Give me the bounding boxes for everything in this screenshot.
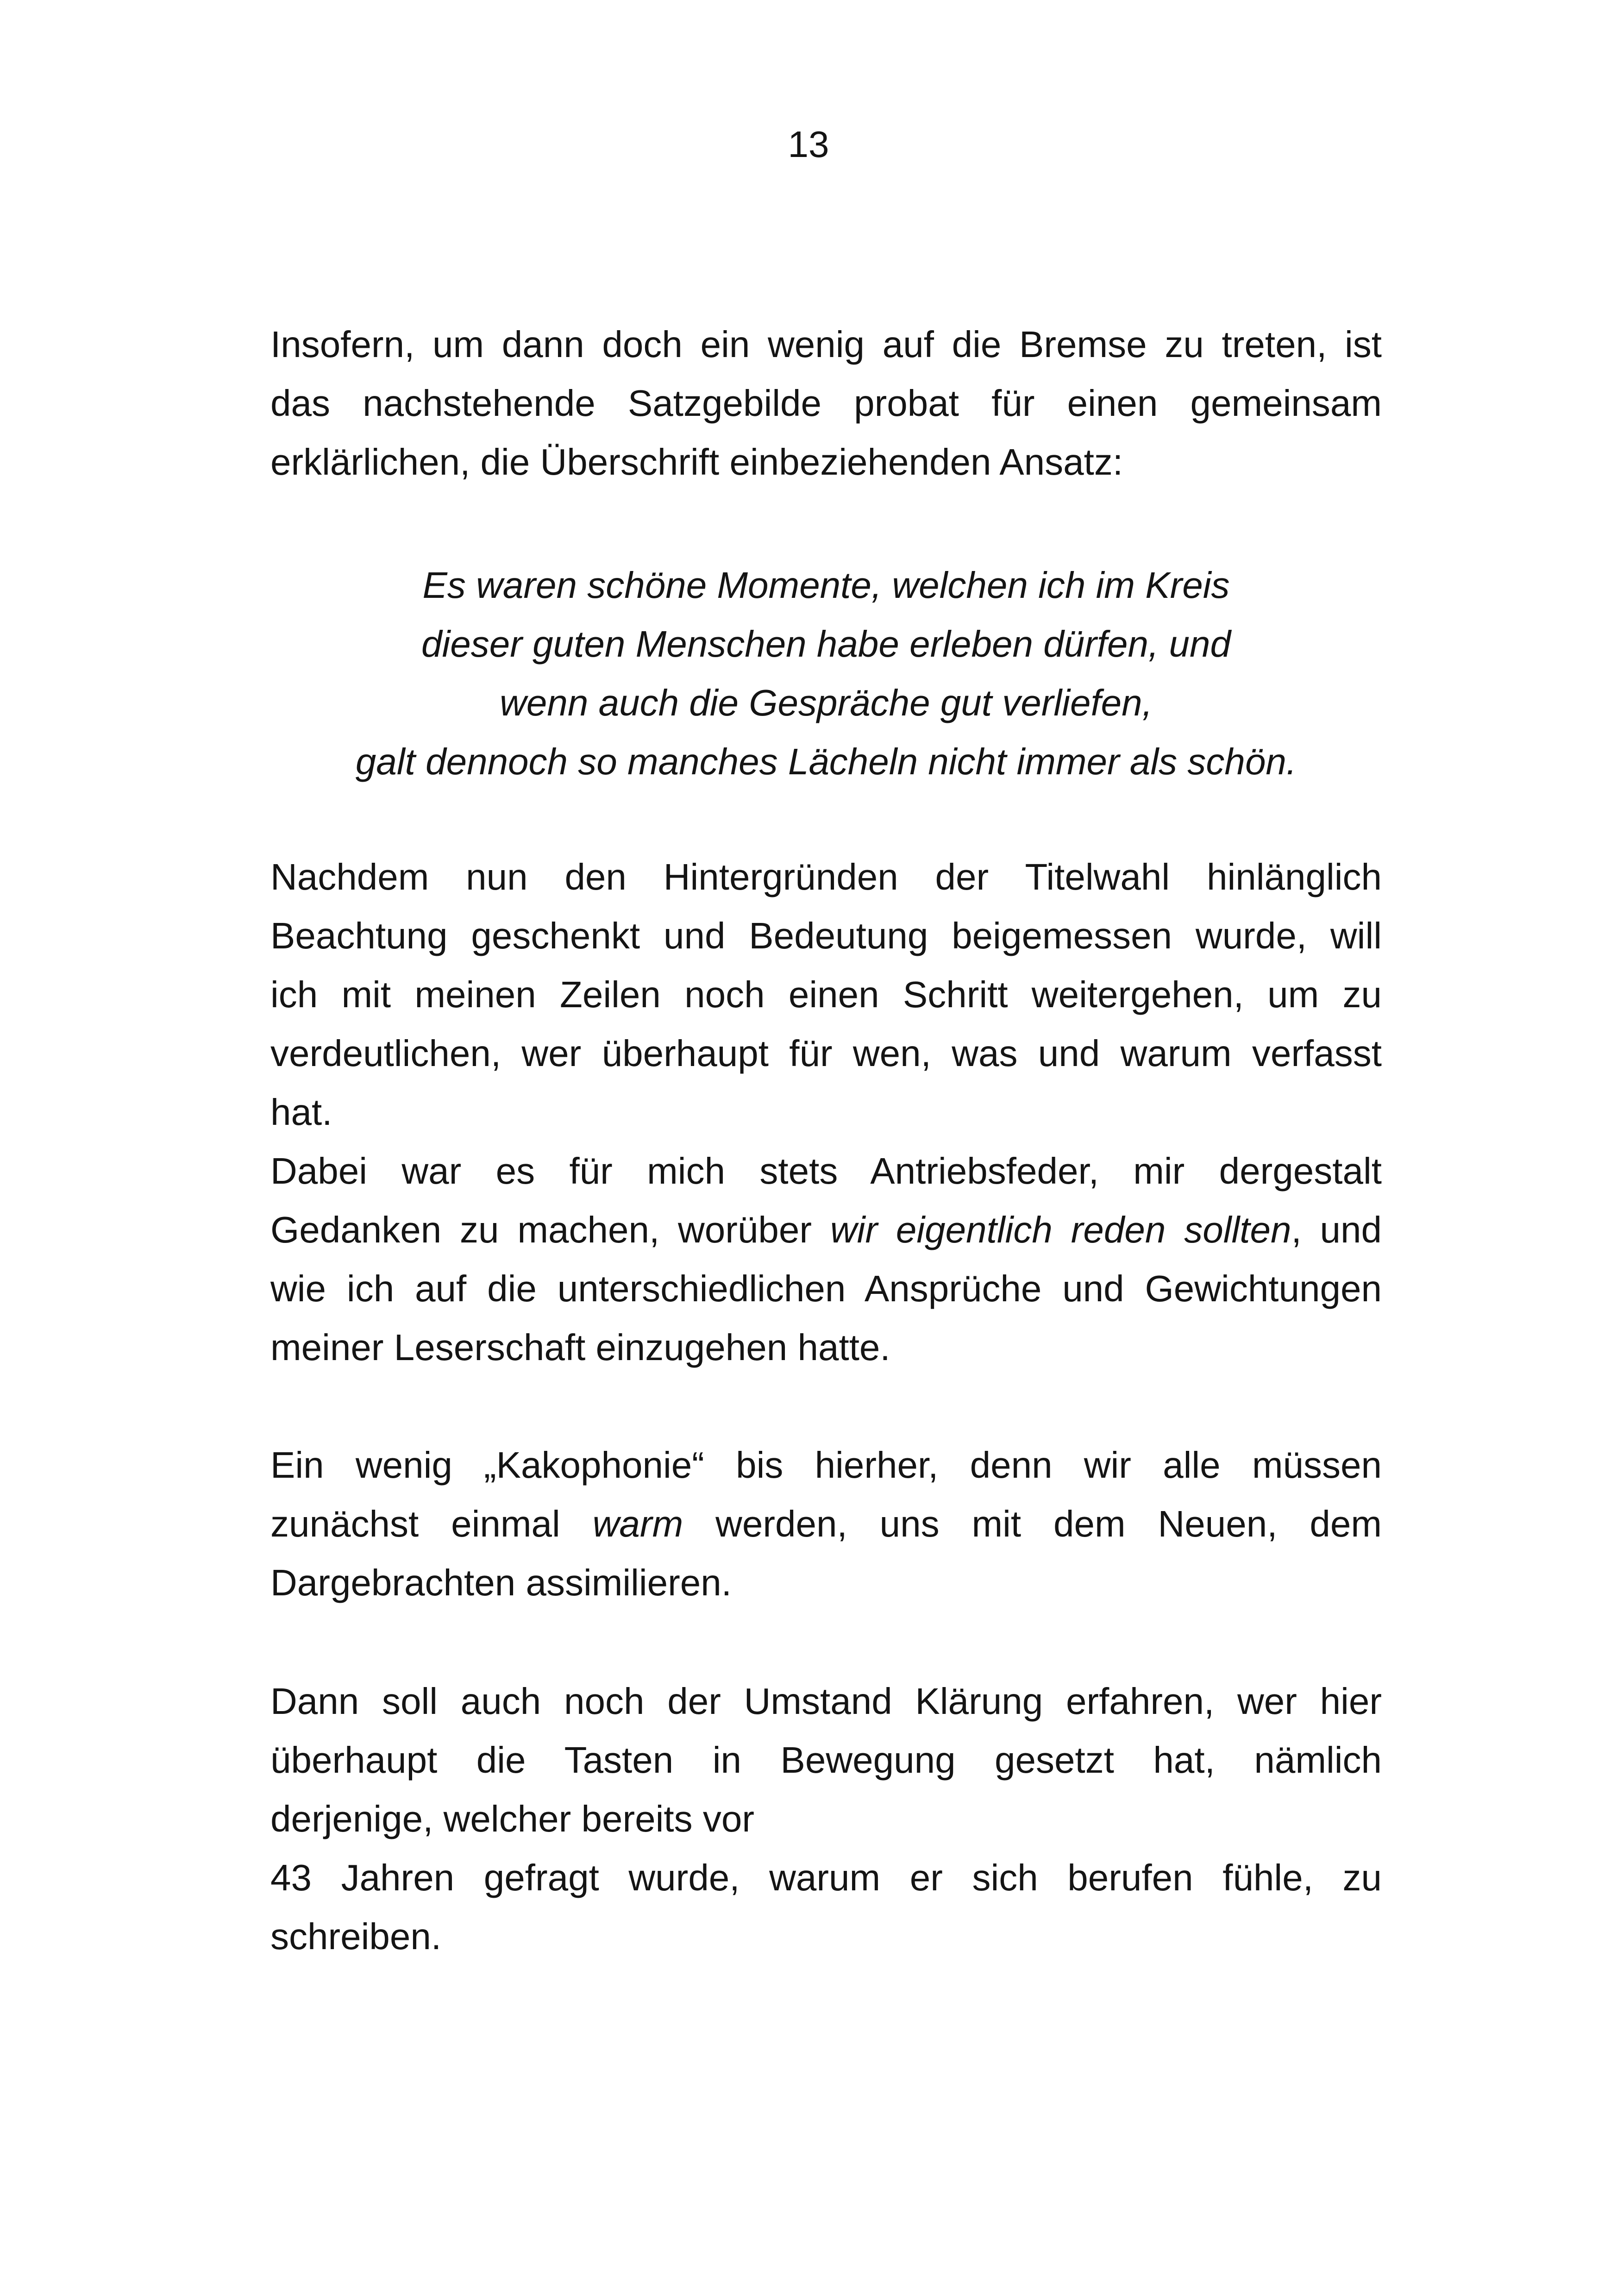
text-line: Dann soll auch noch der Umstand Klärung erfahren, wer hier [270, 1681, 1382, 1722]
text-line: 43 Jahren gefragt wurde, warum er sich berufen fühle, zu [270, 1857, 1382, 1898]
text-line: schreiben. [270, 1916, 442, 1957]
text-line: verdeutlichen, wer überhaupt für wen, was und warum verfasst [270, 1033, 1382, 1074]
text-segment: , und [1291, 1209, 1382, 1250]
text-line: ich mit meinen Zeilen noch einen Schritt weitergehen, um zu [270, 974, 1382, 1015]
text-line: Beachtung geschenkt und Bedeutung beigemessen wurde, will [270, 915, 1382, 956]
text-line: wie ich auf die unterschiedlichen Ansprüche und Gewichtungen [270, 1268, 1382, 1309]
paragraph-author [270, 1672, 1382, 1966]
paragraph-title-choice [270, 847, 1382, 1142]
text-line [270, 1200, 1382, 1259]
text-line: das nachstehende Satzgebilde probat für einen gemeinsam [270, 383, 1382, 424]
verse-line: wenn auch die Gespräche gut verliefen, [500, 682, 1153, 723]
text-segment: werden, uns mit dem Neuen, dem [683, 1503, 1382, 1544]
verse-line: dieser guten Menschen habe erleben dürfen, und [421, 623, 1231, 665]
paragraph-motivation [270, 1142, 1382, 1377]
text-line: Ein wenig „Kakophonie“ bis hierher, denn wir alle müssen [270, 1444, 1382, 1486]
italic-emphasis: wir eigentlich reden sollten [830, 1209, 1291, 1250]
text-line [270, 1494, 1382, 1553]
text-line: hat. [270, 1092, 332, 1133]
text-line: Insofern, um dann doch ein wenig auf die Bremse zu treten, ist [270, 324, 1382, 365]
text-segment: Gedanken zu machen, worüber [270, 1209, 830, 1250]
verse-line: galt dennoch so manches Lächeln nicht immer als schön. [355, 741, 1297, 782]
text-line: Dabei war es für mich stets Antriebsfeder, mir dergestalt [270, 1150, 1382, 1192]
text-line: Nachdem nun den Hintergründen der Titelwahl hinlänglich [270, 856, 1382, 897]
text-line: Dargebrachten assimilieren. [270, 1562, 732, 1603]
italic-emphasis: warm [592, 1503, 683, 1544]
text-line: meiner Leserschaft einzugehen hatte. [270, 1327, 890, 1368]
text-line: erklärlichen, die Überschrift einbeziehenden Ansatz: [270, 441, 1123, 483]
verse-line: Es waren schöne Momente, welchen ich im Kreis [422, 565, 1230, 606]
text-line: überhaupt die Tasten in Bewegung gesetzt hat, nämlich [270, 1739, 1382, 1781]
text-line: derjenige, welcher bereits vor [270, 1798, 754, 1839]
quoted-verse [270, 556, 1382, 791]
paragraph-intro [270, 315, 1382, 491]
page-number: 13 [788, 124, 829, 165]
paragraph-kakophonie [270, 1436, 1382, 1612]
text-segment: zunächst einmal [270, 1503, 593, 1544]
